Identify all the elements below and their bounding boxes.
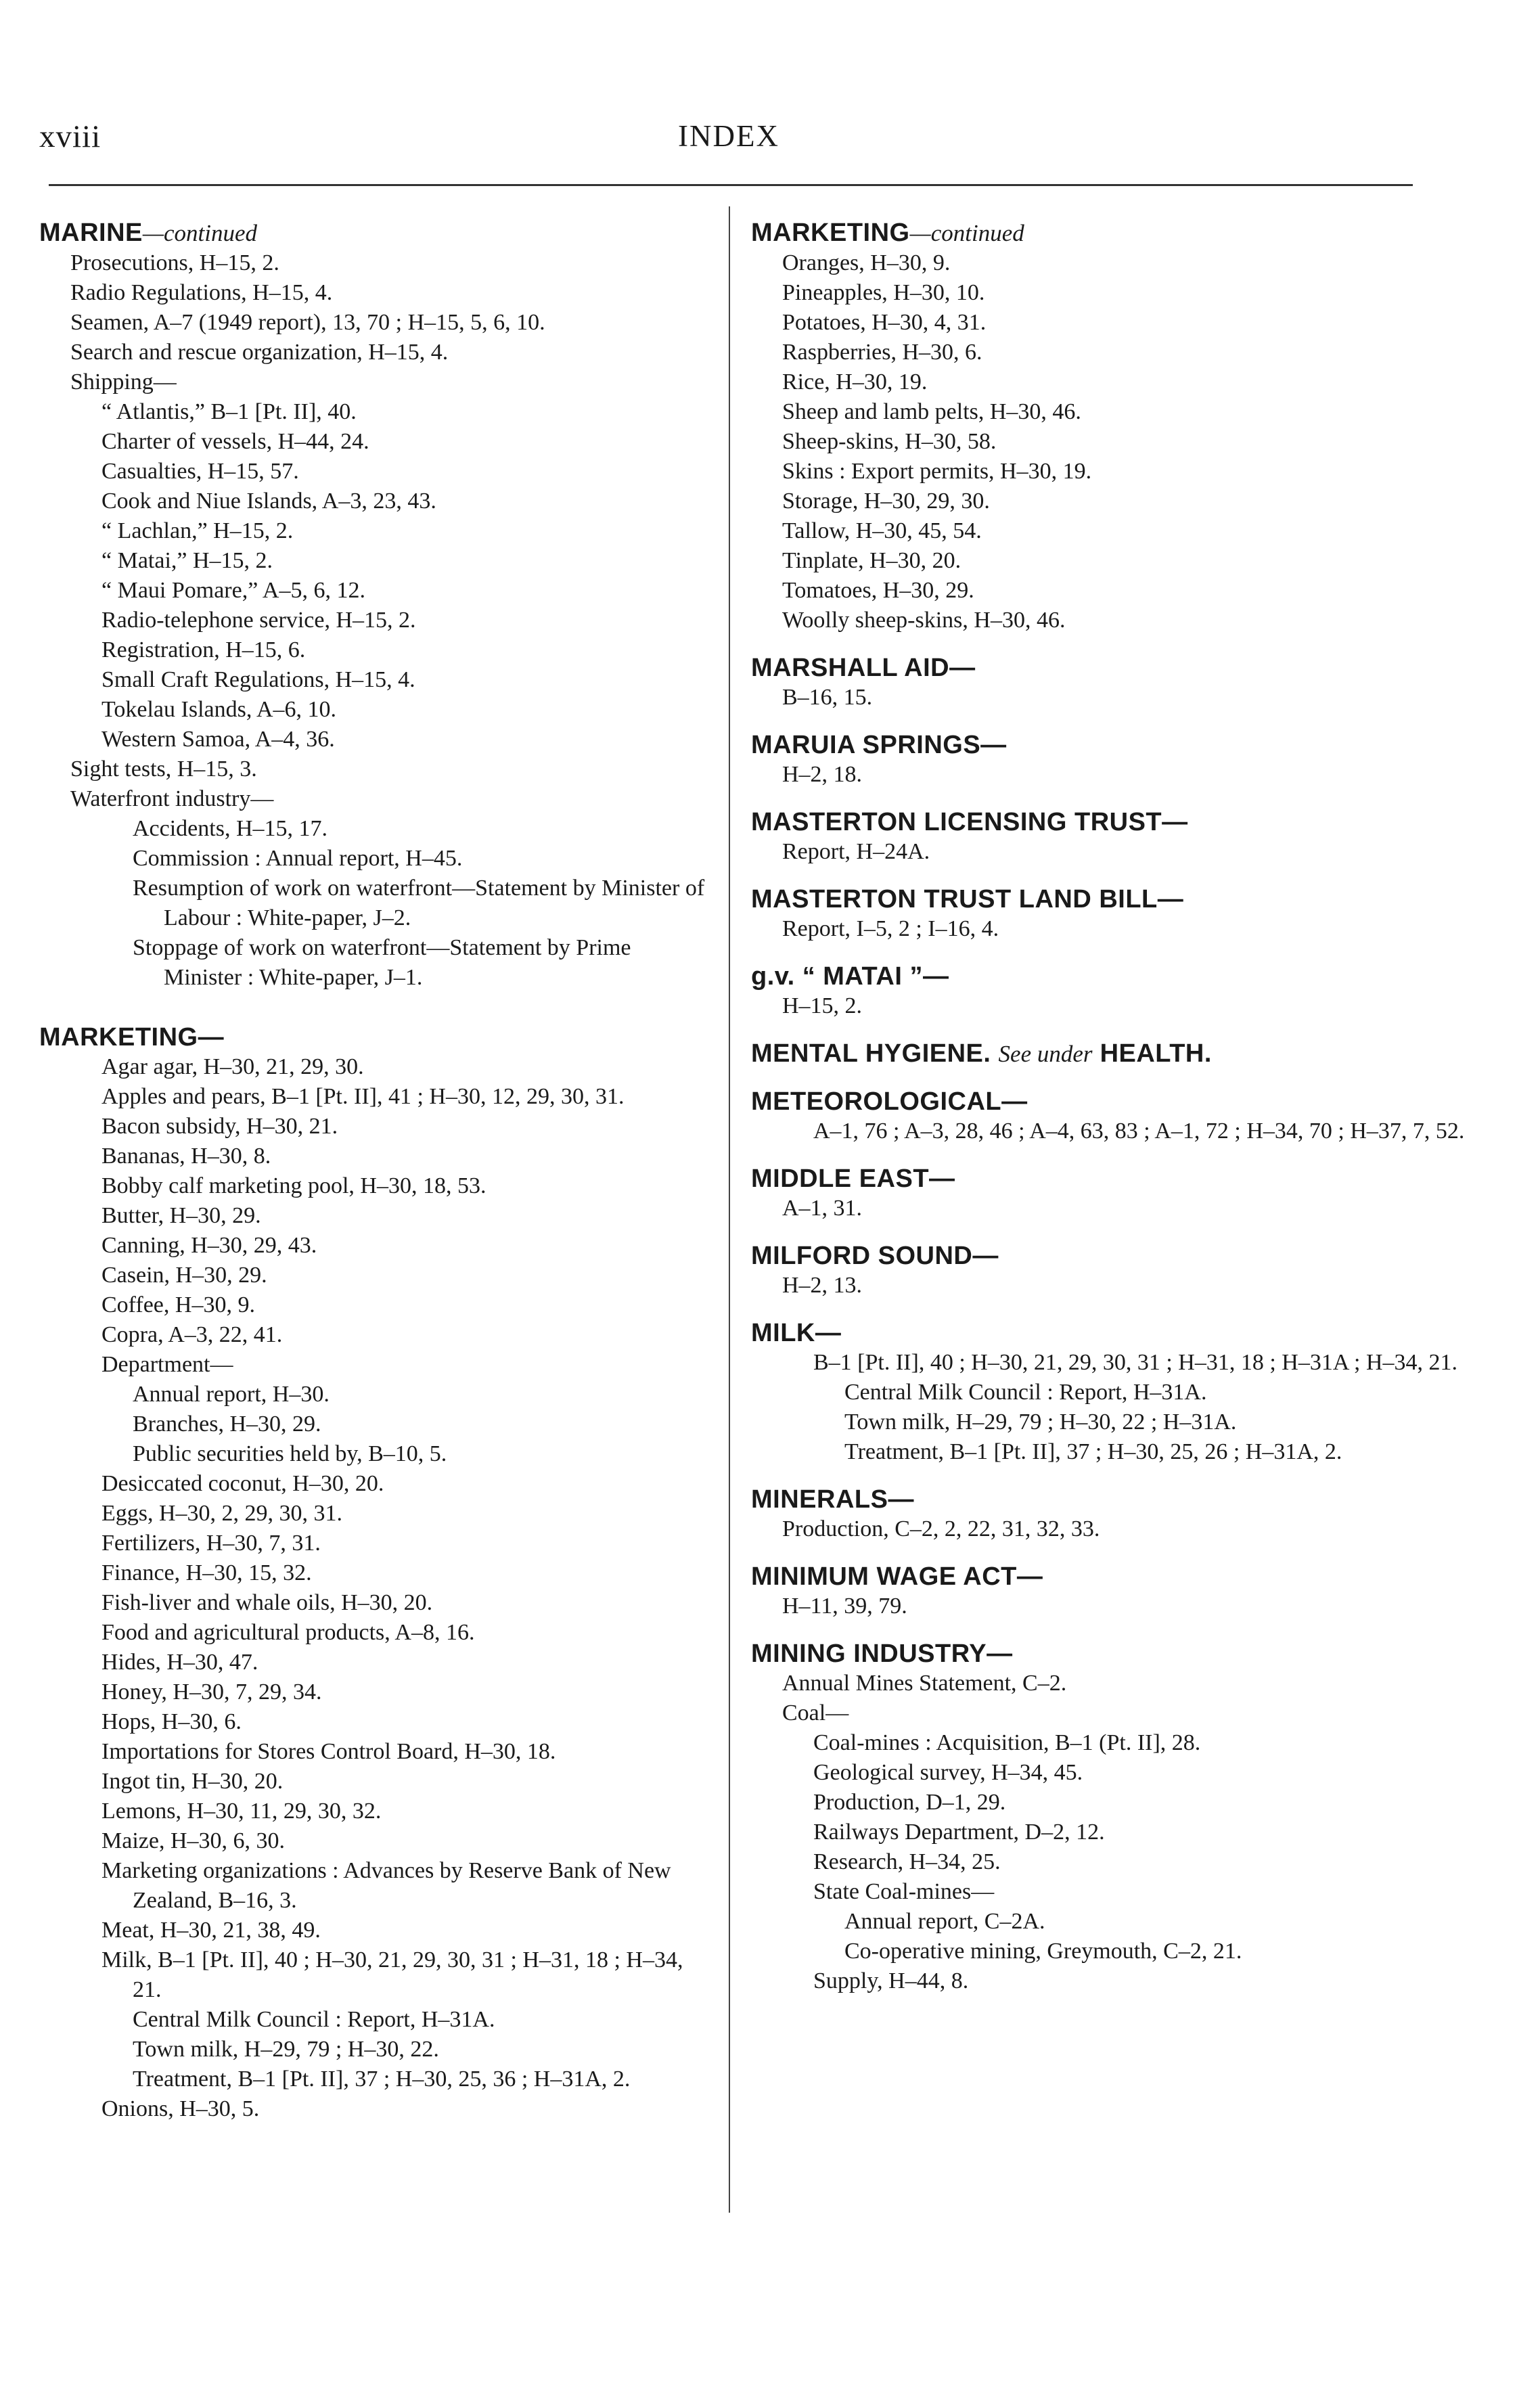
heading-milk: MILK— bbox=[751, 1319, 842, 1347]
index-entry: Annual Mines Statement, C–2. bbox=[782, 1671, 1067, 1696]
index-entry: Marketing organizations : Advances by Reserve Bank of New Zealand, B–16, 3. bbox=[101, 1858, 671, 1913]
index-entry: Bananas, H–30, 8. bbox=[101, 1144, 271, 1169]
index-entry: Production, C–2, 2, 22, 31, 32, 33. bbox=[782, 1516, 1100, 1541]
index-entry: Butter, H–30, 29. bbox=[101, 1203, 261, 1228]
index-entry: Oranges, H–30, 9. bbox=[782, 250, 951, 275]
index-subentry: Accidents, H–15, 17. bbox=[133, 816, 328, 841]
index-subentry: Annual report, H–30. bbox=[133, 1382, 330, 1407]
index-entry: Bobby calf marketing pool, H–30, 18, 53. bbox=[101, 1173, 486, 1198]
index-subentry: Central Milk Council : Report, H–31A. bbox=[133, 2007, 495, 2032]
page-title: INDEX bbox=[678, 119, 779, 153]
index-entry: Raspberries, H–30, 6. bbox=[782, 340, 982, 365]
index-subentry: Supply, H–44, 8. bbox=[813, 1968, 969, 1993]
index-entry: Lemons, H–30, 11, 29, 30, 32. bbox=[101, 1799, 382, 1824]
index-subentry: Co-operative mining, Greymouth, C–2, 21. bbox=[844, 1939, 1242, 1964]
index-subentry: “ Atlantis,” B–1 [Pt. II], 40. bbox=[101, 399, 357, 424]
index-entry: Waterfront industry— bbox=[70, 786, 274, 811]
index-entry: Shipping— bbox=[70, 369, 177, 394]
index-entry: H–2, 13. bbox=[782, 1273, 863, 1298]
index-entry: Meat, H–30, 21, 38, 49. bbox=[101, 1918, 321, 1943]
heading-meteorological: METEOROLOGICAL— bbox=[751, 1087, 1028, 1116]
index-entry: Casein, H–30, 29. bbox=[101, 1263, 267, 1288]
index-entry: Tallow, H–30, 45, 54. bbox=[782, 518, 982, 543]
index-entry: Hides, H–30, 47. bbox=[101, 1650, 258, 1675]
index-subentry: Charter of vessels, H–44, 24. bbox=[101, 429, 369, 454]
heading-minerals: MINERALS— bbox=[751, 1485, 914, 1514]
index-entry: Ingot tin, H–30, 20. bbox=[101, 1769, 284, 1794]
index-subentry: Stoppage of work on waterfront—Statement by Prime Minister : White-paper, J–1. bbox=[133, 935, 631, 990]
heading-mental-hygiene: MENTAL HYGIENE. See under HEALTH. bbox=[751, 1039, 1212, 1068]
index-entry: H–11, 39, 79. bbox=[782, 1594, 907, 1619]
see-under-reference: See under bbox=[998, 1041, 1093, 1067]
index-subentry: Branches, H–30, 29. bbox=[133, 1412, 321, 1437]
index-entry: H–15, 2. bbox=[782, 993, 863, 1018]
index-subentry: Town milk, H–29, 79 ; H–30, 22. bbox=[133, 2037, 439, 2062]
index-subentry: Commission : Annual report, H–45. bbox=[133, 846, 463, 871]
column-divider bbox=[729, 206, 730, 2213]
index-entry: Woolly sheep-skins, H–30, 46. bbox=[782, 608, 1066, 633]
heading-marketing-continued: MARKETING—continued bbox=[751, 219, 1024, 247]
index-subentry: Cook and Niue Islands, A–3, 23, 43. bbox=[101, 489, 436, 514]
index-entry: Pineapples, H–30, 10. bbox=[782, 280, 985, 305]
index-entry: H–2, 18. bbox=[782, 762, 863, 787]
index-subentry: Railways Department, D–2, 12. bbox=[813, 1820, 1105, 1845]
index-subentry: Radio-telephone service, H–15, 2. bbox=[101, 608, 416, 633]
heading-milford-sound: MILFORD SOUND— bbox=[751, 1242, 999, 1270]
index-entry: Milk, B–1 [Pt. II], 40 ; H–30, 21, 29, 30, 31 ; H–31, 18 ; H–34, 21. bbox=[101, 1947, 683, 2002]
heading-matai: g.v. “ MATAI ”— bbox=[751, 962, 949, 991]
index-entry: Search and rescue organization, H–15, 4. bbox=[70, 340, 449, 365]
index-entry: B–16, 15. bbox=[782, 685, 873, 710]
index-subentry: Tokelau Islands, A–6, 10. bbox=[101, 697, 337, 722]
index-subentry: Town milk, H–29, 79 ; H–30, 22 ; H–31A. bbox=[844, 1409, 1237, 1435]
heading-marine: MARINE—continued bbox=[39, 219, 258, 247]
index-entry: Sight tests, H–15, 3. bbox=[70, 757, 257, 782]
right-column bbox=[751, 218, 1482, 1996]
index-entry: Coffee, H–30, 9. bbox=[101, 1292, 255, 1317]
index-entry: Finance, H–30, 15, 32. bbox=[101, 1560, 312, 1585]
index-subentry: “ Matai,” H–15, 2. bbox=[101, 548, 273, 573]
index-subentry: Research, H–34, 25. bbox=[813, 1849, 1001, 1874]
index-subentry: Treatment, B–1 [Pt. II], 37 ; H–30, 25, 36 ; H–31A, 2. bbox=[133, 2067, 631, 2092]
heading-masterton-licensing-trust: MASTERTON LICENSING TRUST— bbox=[751, 808, 1188, 836]
index-entry: Tinplate, H–30, 20. bbox=[782, 548, 961, 573]
index-subentry: Registration, H–15, 6. bbox=[101, 637, 306, 662]
index-entry: Agar agar, H–30, 21, 29, 30. bbox=[101, 1054, 364, 1079]
page-number: xviii bbox=[39, 119, 101, 154]
heading-minimum-wage-act: MINIMUM WAGE ACT— bbox=[751, 1562, 1043, 1591]
index-entry: Fertilizers, H–30, 7, 31. bbox=[101, 1531, 321, 1556]
index-subentry: “ Lachlan,” H–15, 2. bbox=[101, 518, 294, 543]
index-subentry: Production, D–1, 29. bbox=[813, 1790, 1006, 1815]
heading-middle-east: MIDDLE EAST— bbox=[751, 1165, 955, 1193]
index-entry: Rice, H–30, 19. bbox=[782, 369, 928, 394]
left-column bbox=[39, 218, 712, 2124]
index-entry: Bacon subsidy, H–30, 21. bbox=[101, 1114, 338, 1139]
index-entry: Importations for Stores Control Board, H–30, 18. bbox=[101, 1739, 556, 1764]
index-entry: Storage, H–30, 29, 30. bbox=[782, 489, 990, 514]
index-subentry: Coal-mines : Acquisition, B–1 (Pt. II], 28. bbox=[813, 1730, 1201, 1755]
heading-masterton-trust-land-bill: MASTERTON TRUST LAND BILL— bbox=[751, 885, 1184, 913]
heading-marketing: MARKETING— bbox=[39, 1023, 225, 1052]
index-entry: Hops, H–30, 6. bbox=[101, 1709, 242, 1734]
index-subentry: Geological survey, H–34, 45. bbox=[813, 1760, 1083, 1785]
index-subentry: Annual report, C–2A. bbox=[844, 1909, 1045, 1934]
index-entry: A–1, 31. bbox=[782, 1196, 863, 1221]
index-entry: Maize, H–30, 6, 30. bbox=[101, 1828, 286, 1853]
index-entry: Fish-liver and whale oils, H–30, 20. bbox=[101, 1590, 433, 1615]
index-subentry: “ Maui Pomare,” A–5, 6, 12. bbox=[101, 578, 365, 603]
index-entry: Apples and pears, B–1 [Pt. II], 41 ; H–30, 12, 29, 30, 31. bbox=[101, 1084, 625, 1109]
index-entry: Report, H–24A. bbox=[782, 839, 930, 864]
heading-marshall-aid: MARSHALL AID— bbox=[751, 654, 976, 682]
index-entry: A–1, 76 ; A–3, 28, 46 ; A–4, 63, 83 ; A–1, 72 ; H–34, 70 ; H–37, 7, 52. bbox=[813, 1119, 1465, 1144]
index-entry: Seamen, A–7 (1949 report), 13, 70 ; H–15, 5, 6, 10. bbox=[70, 310, 545, 335]
index-entry: Skins : Export permits, H–30, 19. bbox=[782, 459, 1092, 484]
index-entry: Canning, H–30, 29, 43. bbox=[101, 1233, 317, 1258]
index-subentry: Treatment, B–1 [Pt. II], 37 ; H–30, 25, 26 ; H–31A, 2. bbox=[844, 1439, 1342, 1464]
heading-mining-industry: MINING INDUSTRY— bbox=[751, 1640, 1013, 1668]
index-entry: Report, I–5, 2 ; I–16, 4. bbox=[782, 916, 999, 941]
index-entry: Desiccated coconut, H–30, 20. bbox=[101, 1471, 384, 1496]
index-entry: Prosecutions, H–15, 2. bbox=[70, 250, 279, 275]
index-entry: Copra, A–3, 22, 41. bbox=[101, 1322, 283, 1347]
index-subentry: Small Craft Regulations, H–15, 4. bbox=[101, 667, 415, 692]
index-entry: Onions, H–30, 5. bbox=[101, 2096, 260, 2121]
index-entry: Sheep and lamb pelts, H–30, 46. bbox=[782, 399, 1081, 424]
index-entry: Radio Regulations, H–15, 4. bbox=[70, 280, 333, 305]
index-entry: Sheep-skins, H–30, 58. bbox=[782, 429, 997, 454]
index-subentry: Western Samoa, A–4, 36. bbox=[101, 727, 335, 752]
index-subentry: Resumption of work on waterfront—Statement by Minister of Labour : White-paper, J–2. bbox=[133, 876, 705, 930]
index-entry: Potatoes, H–30, 4, 31. bbox=[782, 310, 987, 335]
index-subentry: Public securities held by, B–10, 5. bbox=[133, 1441, 447, 1466]
index-entry: Department— bbox=[101, 1352, 233, 1377]
header-rule bbox=[49, 184, 1413, 186]
index-subentry: Central Milk Council : Report, H–31A. bbox=[844, 1380, 1207, 1405]
index-entry: Eggs, H–30, 2, 29, 30, 31. bbox=[101, 1501, 343, 1526]
index-entry: Honey, H–30, 7, 29, 34. bbox=[101, 1679, 322, 1705]
index-entry: Food and agricultural products, A–8, 16. bbox=[101, 1620, 475, 1645]
index-subentry: State Coal-mines— bbox=[813, 1879, 995, 1904]
index-subentry: Casualties, H–15, 57. bbox=[101, 459, 299, 484]
index-entry: Coal— bbox=[782, 1700, 849, 1725]
heading-maruia-springs: MARUIA SPRINGS— bbox=[751, 731, 1007, 759]
index-entry: Tomatoes, H–30, 29. bbox=[782, 578, 974, 603]
index-entry: B–1 [Pt. II], 40 ; H–30, 21, 29, 30, 31 ; H–31, 18 ; H–31A ; H–34, 21. bbox=[813, 1350, 1457, 1375]
